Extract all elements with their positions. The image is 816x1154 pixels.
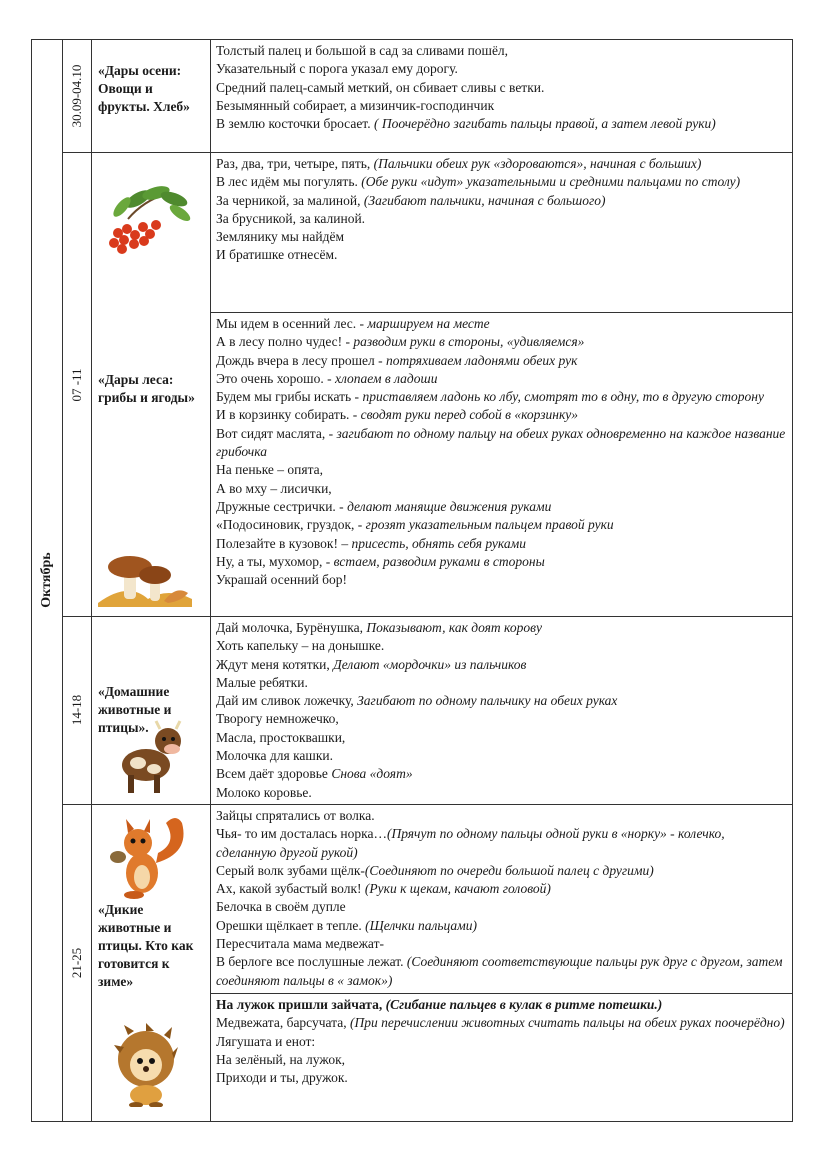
rhyme-line: Средний палец-самый меткий, он сбивает сливы с ветки. xyxy=(216,79,545,95)
topic-title: «Дары осени: Овощи и фрукты. Хлеб» xyxy=(98,63,190,114)
rhyme-line: Приходи и ты, дружок. xyxy=(216,1070,348,1086)
rhyme-line: Лягушата и енот: xyxy=(216,1033,316,1049)
topic-cell xyxy=(92,40,211,153)
dates-cell xyxy=(63,153,92,617)
rhyme-line: Это очень хорошо. - хлопаем в ладоши xyxy=(216,370,438,386)
rhyme-line: Украшай осенний бор! xyxy=(216,572,348,588)
rhyme-line: Малые ребятки. xyxy=(216,674,308,690)
rhyme-line: А во мху – лисички, xyxy=(216,480,332,496)
rhyme-line: На пеньке – опята, xyxy=(216,462,324,478)
rhyme-line: Ах, какой зубастый волк! (Руки к щекам, качают головой) xyxy=(216,881,551,897)
topic-cell xyxy=(92,804,211,1121)
rhyme-line: Всем даёт здоровье Снова «доят» xyxy=(216,766,413,782)
table-row xyxy=(32,40,793,153)
dates-label: 07 -11 xyxy=(69,367,84,402)
rhyme-line: Медвежата, барсучата, (При перечислении животных считать пальцы на обеих руках поочерёдно) xyxy=(216,1015,785,1031)
mushrooms-icon xyxy=(98,541,194,613)
rhyme-line: Дождь вчера в лесу прошел - потряхиваем ладонями обеих рук xyxy=(216,352,578,368)
rhyme-line: И братишке отнесём. xyxy=(216,247,338,263)
rhyme-line: Серый волк зубами щёлк-(Соединяют по очереди большой палец с другими) xyxy=(216,862,654,878)
rowan-berries-icon xyxy=(98,181,194,261)
rhyme-line: На лужок пришли зайчата, (Сгибание пальцев в кулак в ритме потешки.) xyxy=(216,996,663,1012)
text-cell xyxy=(211,804,793,1121)
rhyme-line: Дружные сестрички. - делают манящие движения руками xyxy=(216,498,552,514)
rhyme-line: Хоть капельку – на донышке. xyxy=(216,638,385,654)
topic-cell xyxy=(92,617,211,805)
hedgehog-icon xyxy=(114,1023,178,1107)
text-cell xyxy=(211,313,793,617)
topic-cell xyxy=(92,153,211,617)
rhyme-line: Белочка в своём дупле xyxy=(216,899,346,915)
rhyme-line: Полезайте в кузовок! – присесть, обнять себя руками xyxy=(216,535,527,551)
text-cell xyxy=(211,153,793,313)
month-label: Октябрь xyxy=(39,552,54,609)
rhyme-line: Землянику мы найдём xyxy=(216,229,345,245)
cow-icon xyxy=(116,717,186,797)
rhyme-line: За черникой, за малиной, (Загибают пальчики, начиная с большого) xyxy=(216,192,606,208)
rhyme-line: А в лесу полно чудес! - разводим руки в стороны, «удивляемся» xyxy=(216,334,585,350)
text-cell xyxy=(211,617,793,805)
rhyme-line: Мы идем в осенний лес. - маршируем на месте xyxy=(216,316,490,331)
rhyme-line: Орешки щёлкает в тепле. (Щелчки пальцами) xyxy=(216,917,478,933)
rhyme-line: Чья- то им досталась норка…(Прячут по одному пальцы одной руки в «норку» - колечко, сделанную другой рукой) xyxy=(216,826,725,860)
rhyme-line: Ждут меня котятки, Делают «мордочки» из пальчиков xyxy=(216,656,527,672)
month-cell xyxy=(32,40,63,1122)
table-row xyxy=(32,153,793,313)
rhyme-line: Дай им сливок ложечку, Загибают по одному пальчику на обеих руках xyxy=(216,693,618,709)
plan-page xyxy=(31,39,786,1119)
dates-cell xyxy=(63,617,92,805)
rhyme-line: Пересчитала мама медвежат- xyxy=(216,936,384,952)
rhyme-line: В лес идём мы погулять. (Обе руки «идут» указательными и средними пальцами по столу) xyxy=(216,174,741,190)
topic-title: «Дикие животные и птицы. Кто как готовится к зиме» xyxy=(98,901,194,989)
activity-table xyxy=(31,39,793,1122)
rhyme-block xyxy=(211,805,792,994)
rhyme-line: Молоко коровье. xyxy=(216,784,312,800)
dates-label: 30.09-04.10 xyxy=(69,64,84,128)
table-row xyxy=(32,804,793,1121)
rhyme-line: Вот сидят маслята, - загибают по одному пальцу на обеих руках одновременно на каждое название грибочка xyxy=(216,425,786,460)
topic-title: «Дары леса: грибы и ягоды» xyxy=(98,372,195,405)
dates-cell xyxy=(63,40,92,153)
squirrel-icon xyxy=(106,813,190,909)
table-row xyxy=(32,617,793,805)
text-cell xyxy=(211,40,793,153)
rhyme-line: И в корзинку собирать. - сводят руки перед собой в «корзинку» xyxy=(216,407,579,423)
dates-label: 14-18 xyxy=(69,695,84,726)
rhyme-line: Толстый палец и большой в сад за сливами пошёл, xyxy=(216,43,509,58)
rhyme-line: Раз, два, три, четыре, пять, (Пальчики обеих рук «здороваются», начиная с больших) xyxy=(216,156,702,171)
rhyme-line: Будем мы грибы искать - приставляем ладонь ко лбу, смотрят то в одну, то в другую сторону xyxy=(216,389,764,405)
rhyme-line: Ну, а ты, мухомор, - встаем, разводим руками в стороны xyxy=(216,553,545,569)
rhyme-line: На зелёный, на лужок, xyxy=(216,1051,346,1067)
rhyme-line: В берлоге все послушные лежат. (Соединяют соответствующие пальцы рук друг с другом, затем соединяют пальцы в « замок») xyxy=(216,954,783,988)
dates-label: 21-25 xyxy=(69,947,84,979)
rhyme-line: Дай молочка, Бурёнушка, Показывают, как доят корову xyxy=(216,620,542,635)
rhyme-block xyxy=(211,994,792,1089)
rhyme-line: За брусникой, за калиной. xyxy=(216,210,366,226)
rhyme-line: Указательный с порога указал ему дорогу. xyxy=(216,61,458,77)
rhyme-line: В землю косточки бросает. ( Поочерёдно загибать пальцы правой, а затем левой руки) xyxy=(216,116,716,132)
rhyme-line: «Подосиновик, груздок, - грозят указательным пальцем правой руки xyxy=(216,517,614,533)
rhyme-line: Молочка для кашки. xyxy=(216,748,333,764)
rhyme-line: Безымянный собирает, а мизинчик-господинчик xyxy=(216,97,495,113)
dates-cell xyxy=(63,804,92,1121)
rhyme-line: Зайцы спрятались от волка. xyxy=(216,807,375,823)
rhyme-line: Творогу немножечко, xyxy=(216,711,339,727)
rhyme-line: Масла, простоквашки, xyxy=(216,729,346,745)
topic-title: «Домашние животные и птицы». xyxy=(98,684,172,735)
